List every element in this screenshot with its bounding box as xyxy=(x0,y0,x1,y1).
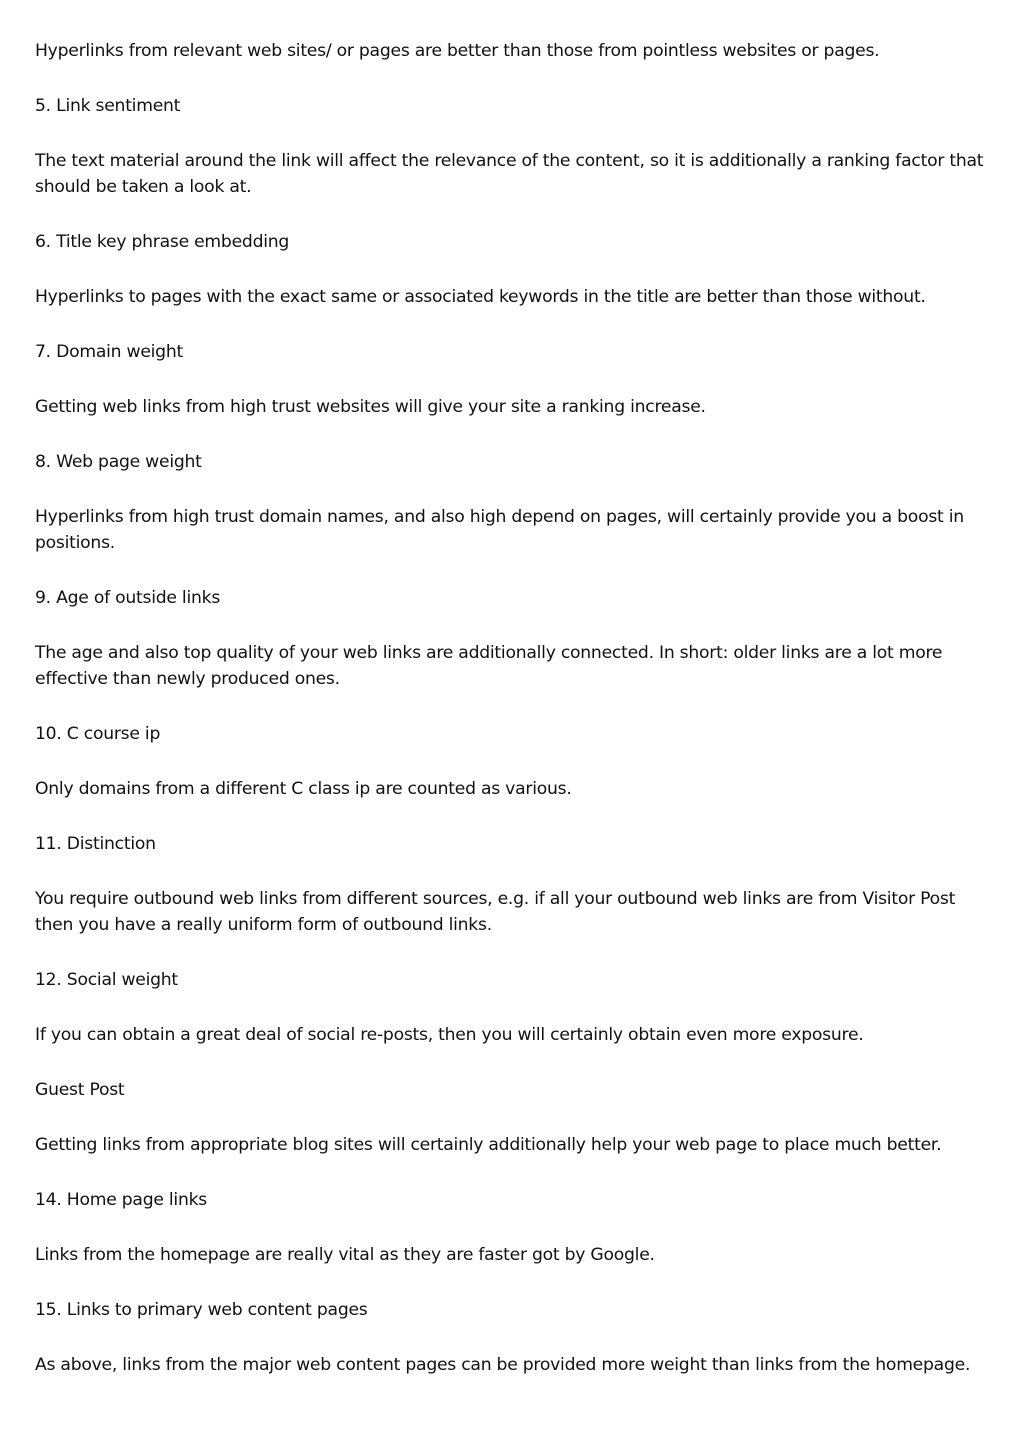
body-paragraph: The age and also top quality of your web links are additionally connected. In short: older links are a lot more effective than newly produced ones. xyxy=(35,643,943,689)
body-paragraph: Links from the homepage are really vital as they are faster got by Google. xyxy=(35,1245,655,1265)
section-heading: 6. Title key phrase embedding xyxy=(35,232,290,252)
section-heading: 5. Link sentiment xyxy=(35,96,181,116)
body-paragraph: Hyperlinks to pages with the exact same or associated keywords in the title are better than those without. xyxy=(35,287,926,307)
section-heading: 14. Home page links xyxy=(35,1190,208,1210)
section-heading: 9. Age of outside links xyxy=(35,588,221,608)
section-heading: 10. C course ip xyxy=(35,724,161,744)
body-paragraph: As above, links from the major web content pages can be provided more weight than links from the homepage. xyxy=(35,1355,971,1375)
section-heading: 11. Distinction xyxy=(35,834,156,854)
section-heading: Guest Post xyxy=(35,1080,125,1100)
section-heading: 15. Links to primary web content pages xyxy=(35,1300,368,1320)
body-paragraph: Only domains from a different C class ip are counted as various. xyxy=(35,779,572,799)
body-paragraph: The text material around the link will affect the relevance of the content, so it is additionally a ranking factor that should be taken a look at. xyxy=(35,151,984,197)
section-heading: 7. Domain weight xyxy=(35,342,183,362)
body-paragraph: Getting web links from high trust websites will give your site a ranking increase. xyxy=(35,397,706,417)
body-paragraph: Hyperlinks from relevant web sites/ or pages are better than those from pointless websites or pages. xyxy=(35,41,880,61)
section-heading: 8. Web page weight xyxy=(35,452,202,472)
document-page xyxy=(35,38,985,1407)
body-paragraph: Hyperlinks from high trust domain names, and also high depend on pages, will certainly provide you a boost in positions. xyxy=(35,507,964,553)
body-paragraph: Getting links from appropriate blog sites will certainly additionally help your web page to place much better. xyxy=(35,1135,942,1155)
body-paragraph: You require outbound web links from different sources, e.g. if all your outbound web links are from Visitor Post then you have a really uniform form of outbound links. xyxy=(35,889,956,935)
body-paragraph: If you can obtain a great deal of social re-posts, then you will certainly obtain even more exposure. xyxy=(35,1025,864,1045)
section-heading: 12. Social weight xyxy=(35,970,178,990)
